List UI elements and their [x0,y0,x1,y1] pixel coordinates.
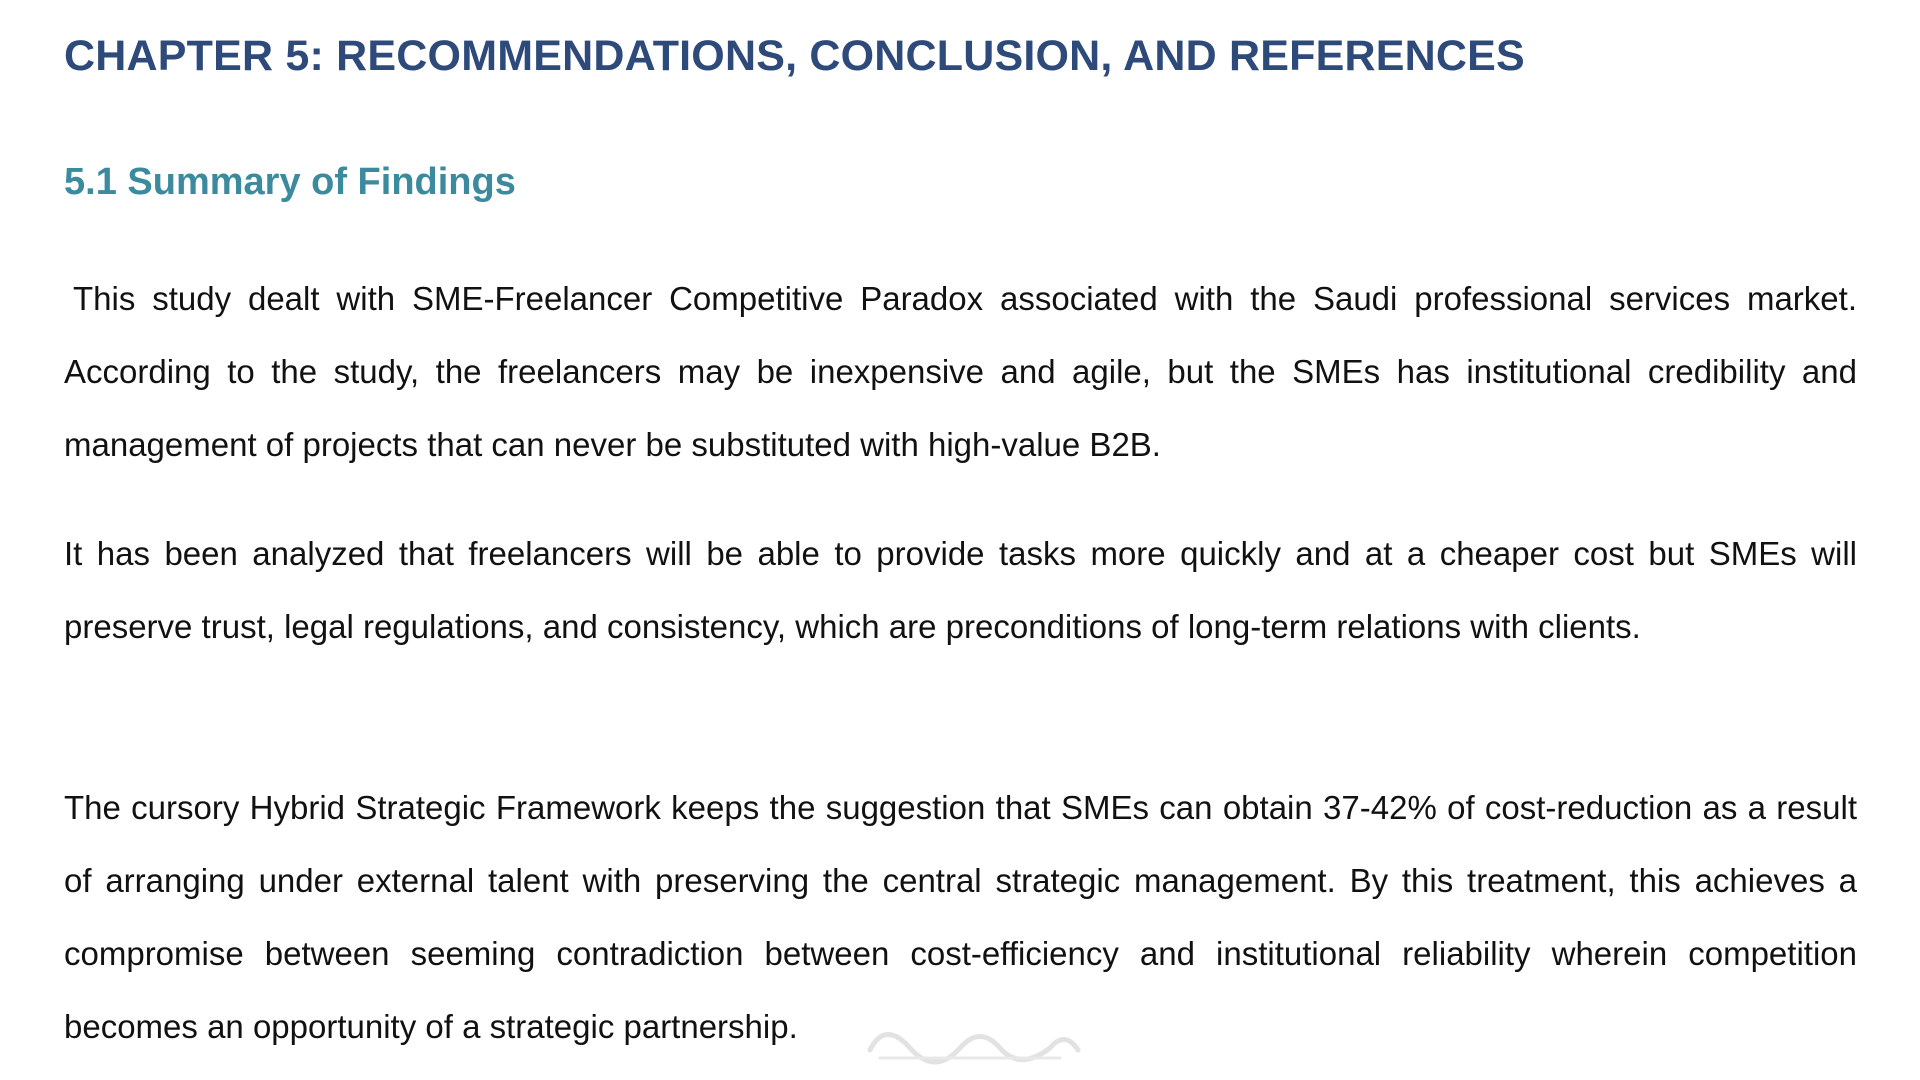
chapter-title: CHAPTER 5: RECOMMENDATIONS, CONCLUSION, AND REFERENCES [64,32,1525,80]
section-heading: 5.1 Summary of Findings [64,161,516,203]
paragraph-1: This study dealt with SME-Freelancer Competitive Paradox associated with the Saudi professional services market. According to the study, the freelancers may be inexpensive and agile, but the SMEs has institutional credibility and management of projects that can never be substituted with high-value B2B. [64,280,1857,463]
paragraph-2: It has been analyzed that freelancers will be able to provide tasks more quickly and at a cheaper cost but SMEs will preserve trust, legal regulations, and consistency, which are preconditions of long-term relations with clients. [64,535,1857,645]
watermark-logo [850,1010,1090,1070]
paragraph-3: The cursory Hybrid Strategic Framework keeps the suggestion that SMEs can obtain 37-42% of cost-reduction as a result of arranging under external talent with preserving the central strategic management. By this treatment, this achieves a compromise between seeming contradiction between cost-efficiency and institutional reliability wherein competition becomes an opportunity of a strategic partnership. [64,789,1857,1045]
